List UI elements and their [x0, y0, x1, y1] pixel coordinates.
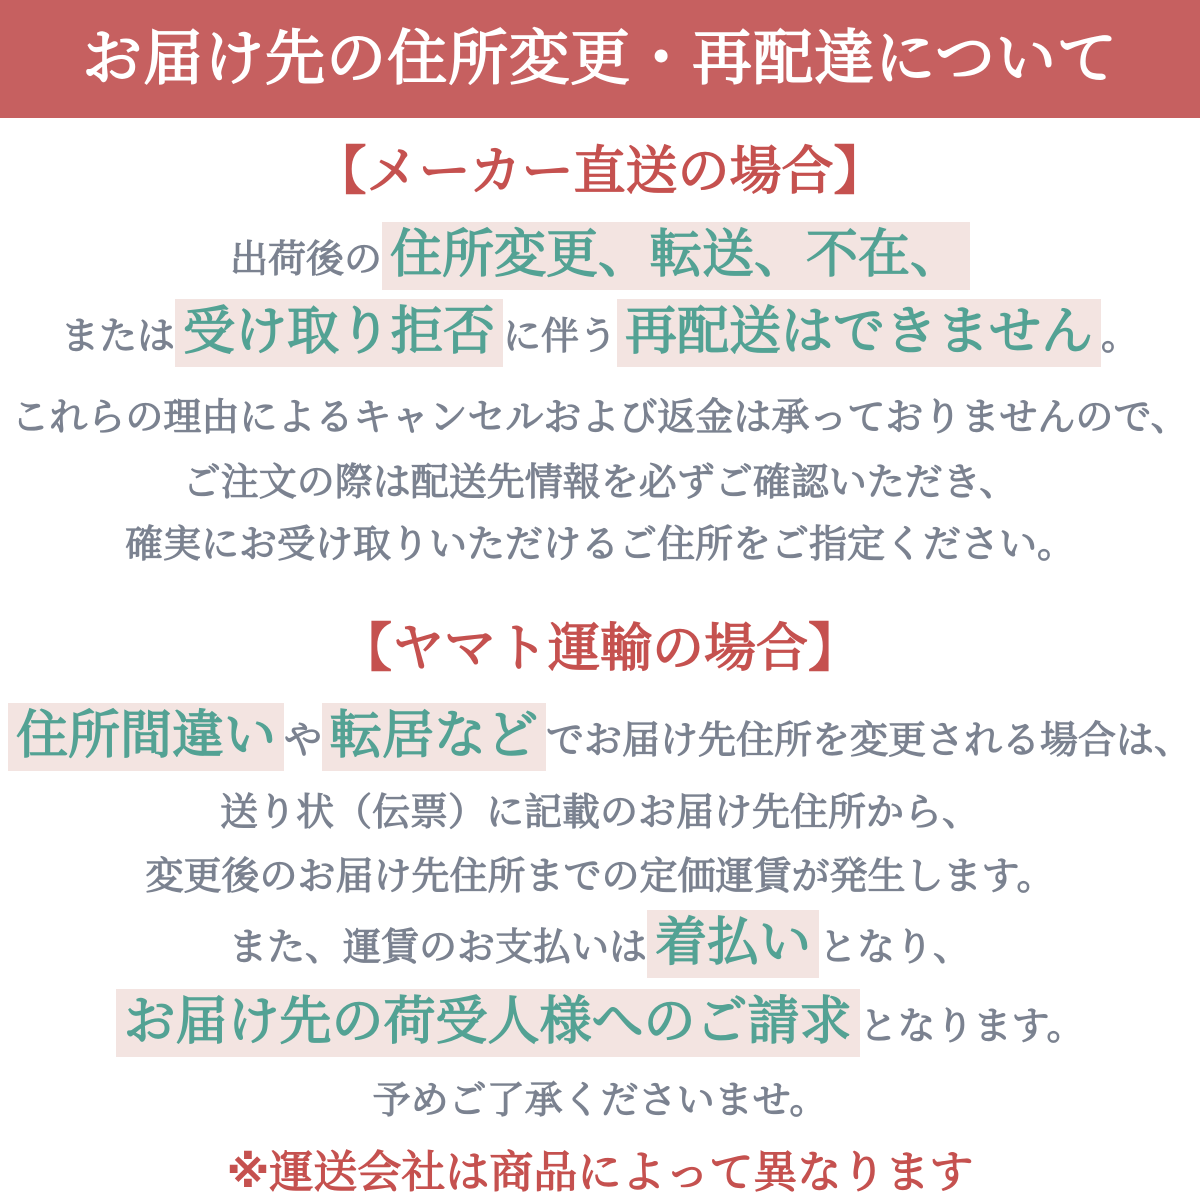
highlighted-text: お届け先の荷受人様へのご請求	[116, 989, 860, 1057]
footnote-note: ※運送会社は商品によって異なります	[226, 1148, 974, 1198]
text-line	[0, 915, 1200, 972]
text-segment: となり、	[819, 926, 972, 969]
text-segment: 送り状（伝票）に記載のお届け先住所から、	[219, 792, 980, 835]
section-heading-yamato: 【ヤマト運輸の場合】	[339, 619, 860, 678]
text-line	[0, 304, 1200, 361]
text-segment: 出荷後の	[229, 239, 382, 282]
text-segment: に伴う	[502, 316, 617, 359]
text-line	[0, 525, 1200, 567]
text-segment: ご注文の際は配送先情報を必ずご確認いただき、	[182, 462, 1018, 505]
section-heading-maker-direct: 【メーカー直送の場合】	[314, 143, 886, 201]
text-line	[0, 1081, 1200, 1123]
text-line	[0, 994, 1200, 1051]
highlighted-text: 住所変更、転送、不在、	[382, 222, 970, 290]
section-yamato	[0, 621, 1200, 1123]
highlighted-text: 着払い	[647, 910, 819, 978]
text-segment: また、運賃のお支払いは	[228, 926, 647, 969]
text-segment: または	[60, 316, 175, 359]
highlighted-text: 住所間違い	[8, 703, 284, 771]
text-segment: や	[283, 720, 322, 763]
highlighted-text: 転居など	[322, 703, 546, 771]
text-line	[0, 708, 1200, 765]
text-line	[0, 398, 1200, 440]
highlighted-text: 受け取り拒否	[175, 299, 503, 367]
text-segment: 変更後のお届け先住所までの定価運賃が発生します。	[145, 856, 1055, 899]
text-segment: これらの理由によるキャンセルおよび返金は承っておりませんので、	[11, 396, 1189, 439]
text-line	[0, 857, 1200, 899]
text-segment: 予めご了承くださいませ。	[372, 1080, 828, 1123]
text-segment: 。	[1101, 316, 1140, 359]
text-segment: でお届け先住所を変更される場合は、	[546, 720, 1193, 763]
banner-title: お届け先の住所変更・再配達について	[82, 25, 1118, 92]
notice-content	[0, 144, 1200, 1197]
text-segment: 確実にお受け取りいただけるご住所をご指定ください。	[124, 524, 1075, 567]
text-line	[0, 793, 1200, 835]
header-banner	[0, 0, 1200, 118]
text-line	[0, 227, 1200, 284]
section-maker-direct	[0, 144, 1200, 567]
highlighted-text: 再配送はできません	[617, 299, 1101, 367]
text-segment: となります。	[859, 1006, 1085, 1049]
text-line	[0, 463, 1200, 505]
